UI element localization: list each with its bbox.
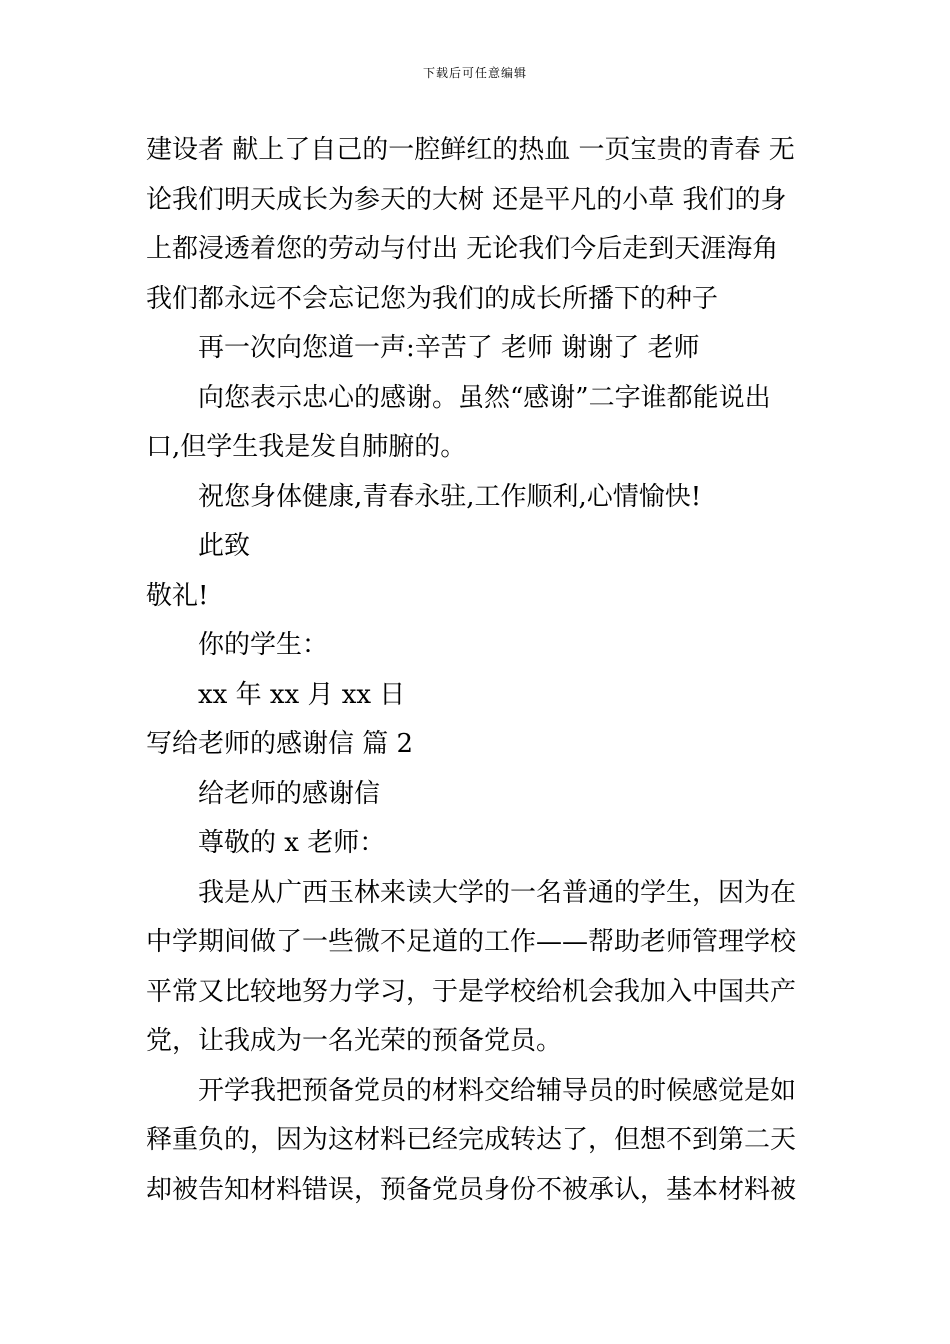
- text-line: 平常又比较地努力学习，于是学校给机会我加入中国共产: [146, 976, 797, 1007]
- text-line: 再一次向您道一声:辛苦了 老师 谢谢了 老师: [198, 333, 700, 363]
- text-line: 上都浸透着您的劳动与付出 无论我们今后走到天涯海角: [146, 234, 779, 264]
- text-line: 向您表示忠心的感谢。虽然“感谢”二字谁都能说出: [198, 382, 771, 413]
- text-line: 祝您身体健康,青春永驻,工作顺利,心情愉快!: [198, 481, 702, 512]
- closing-line: 此致: [198, 531, 251, 561]
- document-body: [146, 126, 810, 1215]
- date-line: xx 年 xx 月 xx 日: [198, 679, 406, 710]
- page-header: 下载后可任意编辑: [422, 66, 527, 80]
- text-line: 却被告知材料错误，预备党员身份不被承认，基本材料被: [146, 1174, 797, 1205]
- text-line: 开学我把预备党员的材料交给辅导员的时候感觉是如: [198, 1075, 797, 1106]
- section-title: 写给老师的感谢信 篇 2: [146, 729, 414, 759]
- letter-title: 给老师的感谢信: [198, 778, 381, 809]
- text-line: 党，让我成为一名光荣的预备党员。: [146, 1026, 563, 1056]
- text-line: 释重负的，因为这材料已经完成转达了，但想不到第二天: [146, 1125, 797, 1155]
- signature-line: 你的学生：: [198, 630, 329, 660]
- text-line: 我是从广西玉林来读大学的一名普通的学生，因为在: [198, 877, 797, 908]
- text-line: 建设者 献上了自己的一腔鲜红的热血 一页宝贵的青春 无: [146, 135, 795, 165]
- closing-salute: 敬礼!: [146, 580, 209, 611]
- text-line: 中学期间做了一些微不足道的工作——帮助老师管理学校: [146, 927, 797, 957]
- text-line: 论我们明天成长为参天的大树 还是平凡的小草 我们的身: [146, 184, 787, 215]
- text-line: 口,但学生我是发自肺腑的。: [146, 432, 467, 462]
- text-line: 我们都永远不会忘记您为我们的成长所播下的种子: [146, 283, 719, 314]
- salutation: 尊敬的 x 老师：: [198, 828, 386, 858]
